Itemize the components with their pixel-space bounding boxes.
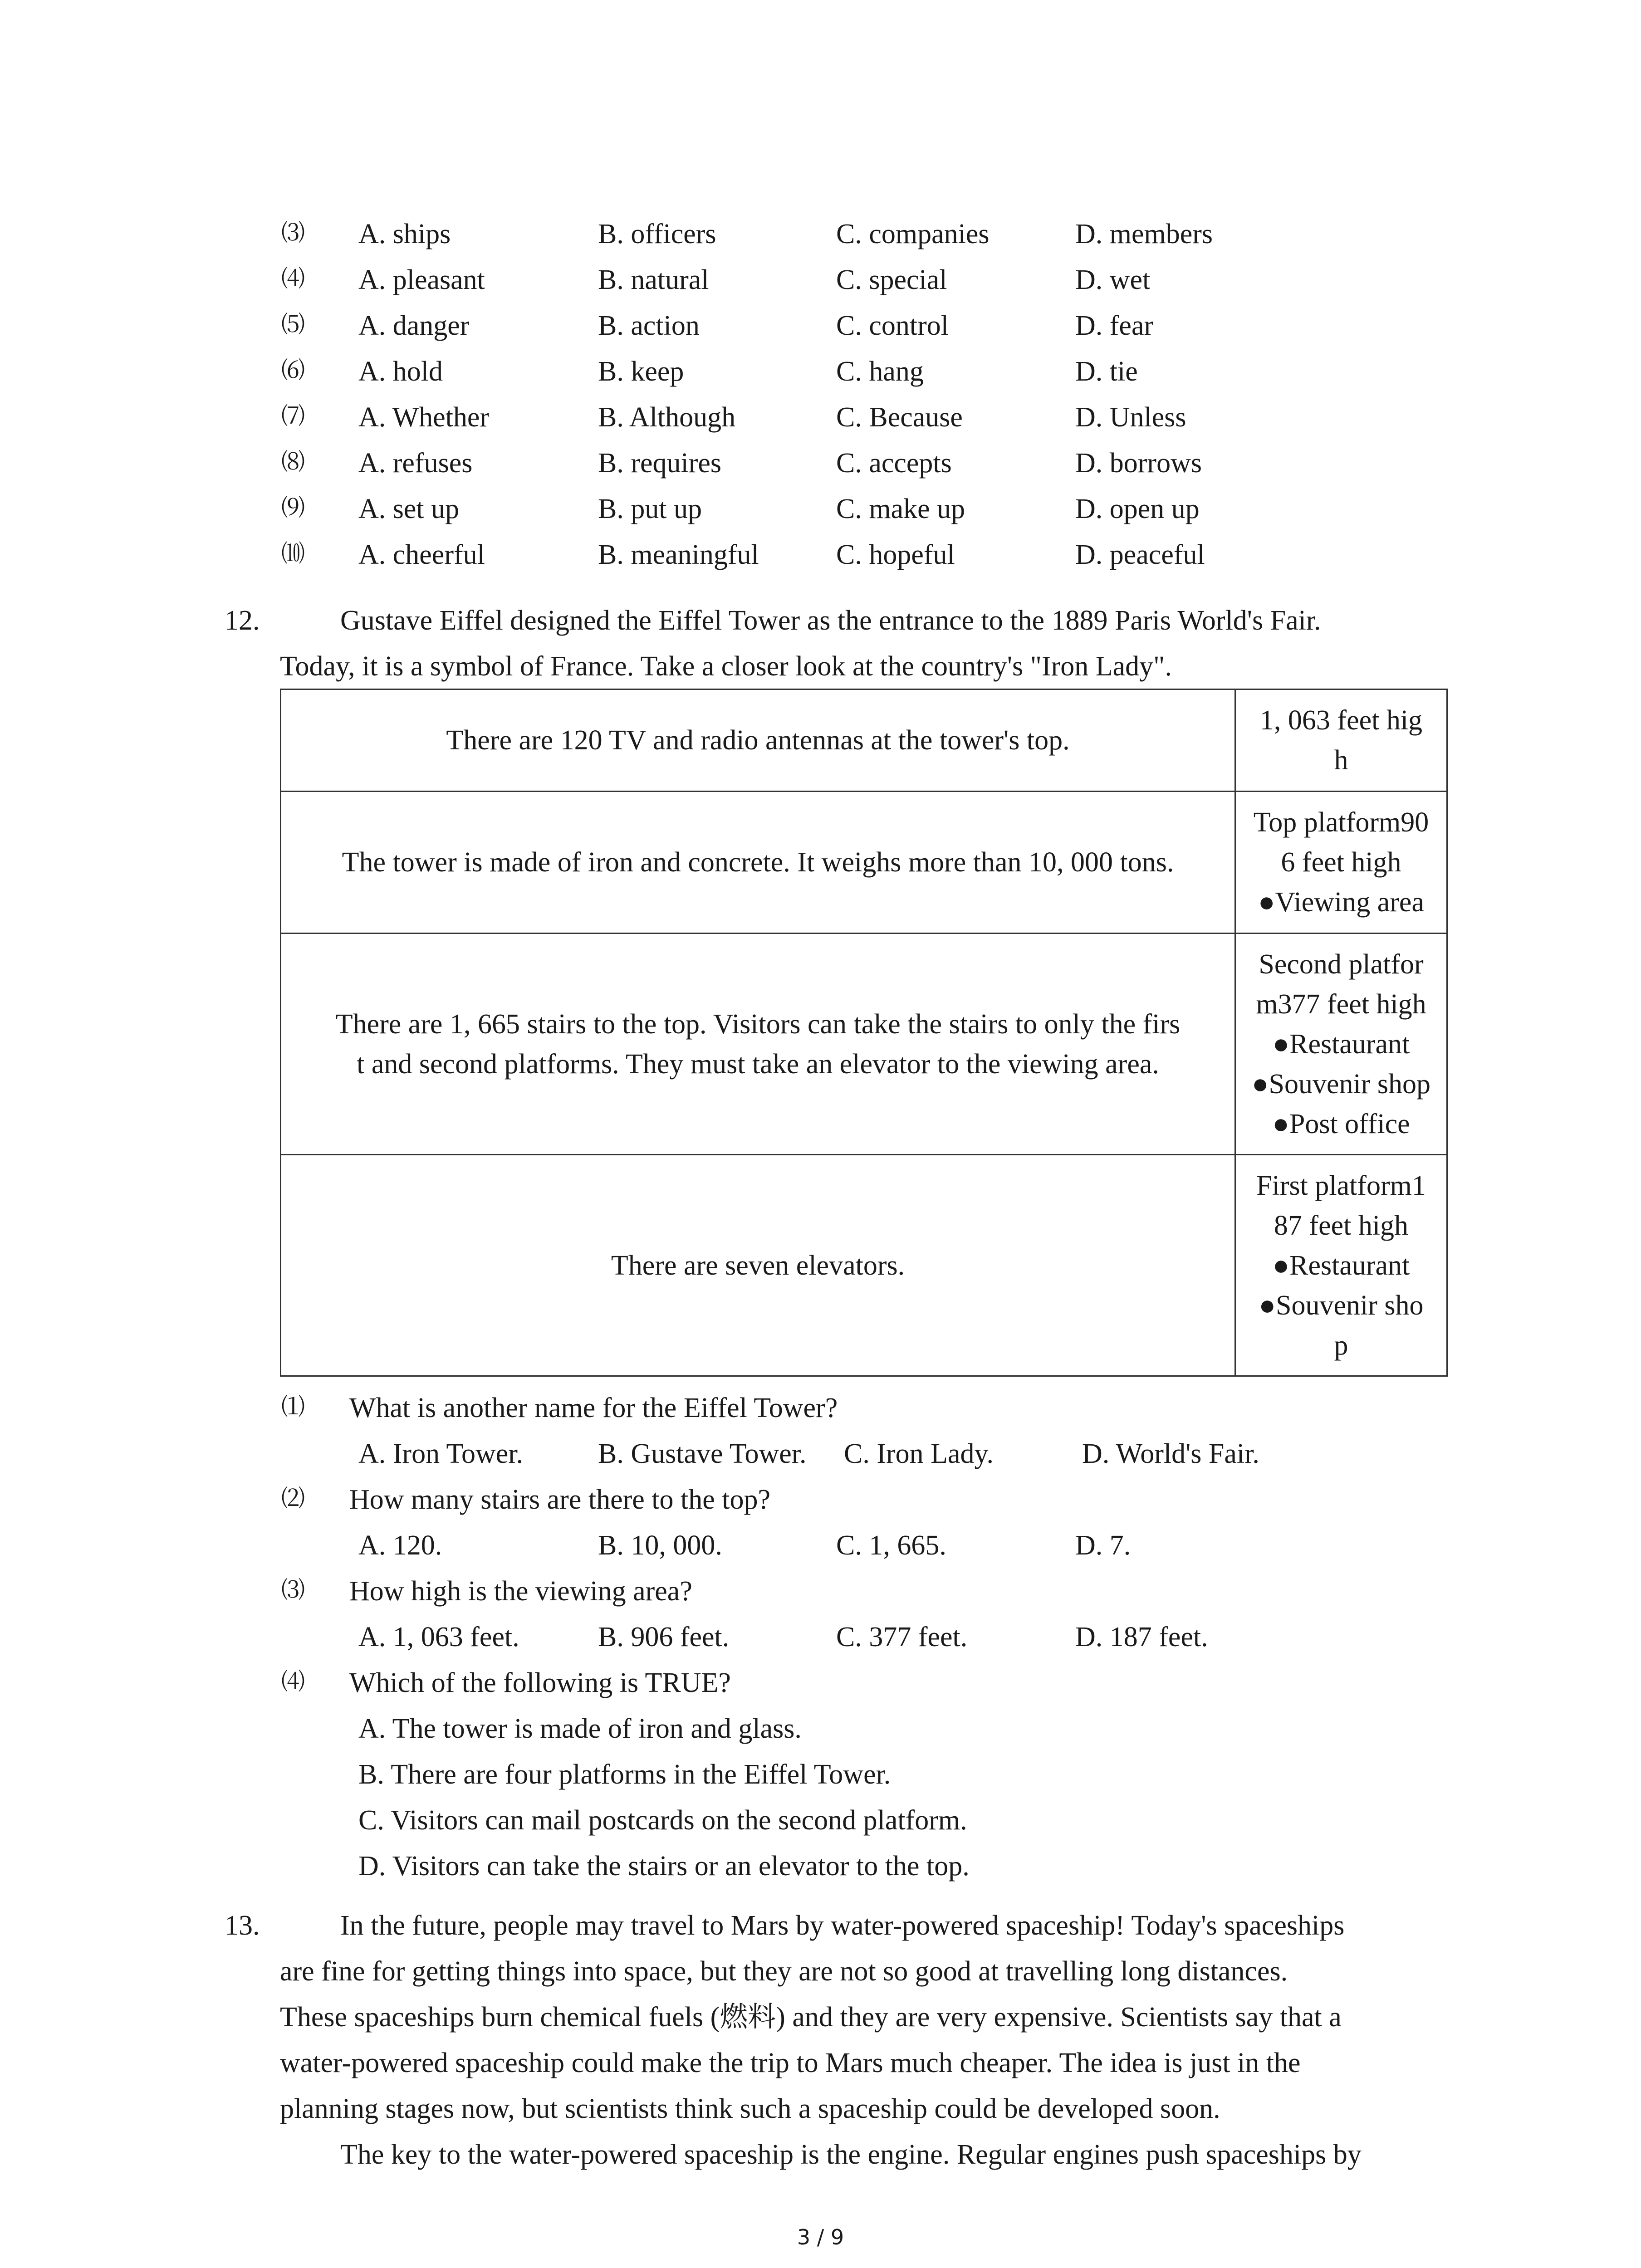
table-cell [1235, 1155, 1447, 1376]
cell-line: 1, 063 feet hig [1259, 705, 1423, 736]
passage-line: planning stages now, but scientists think such a spaceship could be developed soon. [280, 2093, 1220, 2124]
cell-line: ●Restaurant [1272, 1028, 1410, 1060]
option-d: D. 187 feet. [1075, 1622, 1208, 1652]
option-d: D. 7. [1075, 1530, 1131, 1561]
question-number: 13. [225, 1910, 260, 1941]
cell-line: ●Viewing area [1258, 887, 1424, 918]
table-cell [1235, 792, 1447, 934]
cell-line: h [1334, 745, 1348, 776]
option-number: ⑹ [281, 357, 305, 384]
option-d: D. members [1075, 219, 1213, 249]
option-a: A. 1, 063 feet. [358, 1622, 519, 1652]
cell-line: ●Souvenir shop [1252, 1068, 1430, 1100]
option-c: C. hang [836, 356, 924, 387]
passage-line: are fine for getting things into space, but they are not so good at travelling long distances. [280, 1956, 1288, 1987]
cell-line: ●Souvenir sho [1259, 1290, 1424, 1321]
option-d: D. wet [1075, 264, 1151, 295]
table-cell [1235, 934, 1447, 1155]
page-number: 3 / 9 [797, 2225, 844, 2249]
table-row [281, 792, 1447, 934]
option-b: B. Gustave Tower. [598, 1438, 807, 1469]
option-c: C. make up [836, 494, 965, 524]
option-b: B. meaningful [598, 539, 759, 570]
option-b: B. requires [598, 448, 722, 479]
option-a: A. danger [358, 310, 470, 341]
cell-line: ●Restaurant [1272, 1250, 1410, 1281]
table-row [281, 1155, 1447, 1376]
option-d: D. Visitors can take the stairs or an elevator to the top. [358, 1851, 970, 1882]
cell-line: m377 feet high [1256, 988, 1426, 1020]
option-d: D. borrows [1075, 448, 1202, 479]
subquestion-number: ⑷ [281, 1668, 305, 1696]
option-b: B. natural [598, 264, 709, 295]
table-cell: There are seven elevators. [281, 1155, 1235, 1376]
option-number: ⑸ [281, 311, 305, 338]
option-a: A. 120. [358, 1530, 442, 1561]
cell-line: There are 1, 665 stairs to the top. Visitors can take the stairs to only the firs [335, 1008, 1181, 1040]
subquestion-number: ⑶ [281, 1577, 305, 1604]
cell-line: 6 feet high [1281, 847, 1401, 878]
option-c: C. Visitors can mail postcards on the second platform. [358, 1805, 967, 1836]
option-b: B. keep [598, 356, 684, 387]
table-row [281, 934, 1447, 1155]
option-number: ⑽ [281, 540, 305, 567]
cell-line: p [1334, 1330, 1348, 1361]
subquestion-text: What is another name for the Eiffel Tower? [349, 1393, 838, 1423]
option-number: ⑺ [281, 403, 305, 430]
option-d: D. Unless [1075, 402, 1186, 433]
table-row [281, 689, 1447, 792]
cell-line: First platform1 [1256, 1170, 1426, 1201]
option-c: C. special [836, 264, 947, 295]
option-number: ⑷ [281, 265, 305, 293]
subquestion-number: ⑵ [281, 1485, 305, 1512]
option-d: D. tie [1075, 356, 1138, 387]
option-a: A. ships [358, 219, 451, 249]
passage-line: The key to the water-powered spaceship is the engine. Regular engines push spaceships by [340, 2139, 1362, 2170]
option-a: A. set up [358, 494, 460, 524]
option-c: C. accepts [836, 448, 952, 479]
option-b: B. 906 feet. [598, 1622, 730, 1652]
table-cell: The tower is made of iron and concrete. It weighs more than 10, 000 tons. [281, 792, 1235, 934]
option-a: A. The tower is made of iron and glass. [358, 1713, 802, 1744]
option-c: C. Iron Lady. [844, 1438, 994, 1469]
passage-line: These spaceships burn chemical fuels (燃料) and they are very expensive. Scientists say that a [280, 2002, 1342, 2033]
cell-line: Second platfor [1259, 948, 1424, 980]
option-b: B. Although [598, 402, 736, 433]
option-a: A. Whether [358, 402, 490, 433]
option-d: D. World's Fair. [1082, 1438, 1259, 1469]
passage-line: water-powered spaceship could make the trip to Mars much cheaper. The idea is just in the [280, 2048, 1301, 2078]
cell-line: t and second platforms. They must take an elevator to the viewing area. [357, 1048, 1159, 1080]
cell-line: Top platform90 [1253, 807, 1429, 838]
eiffel-table [280, 689, 1448, 1377]
option-b: B. action [598, 310, 700, 341]
option-b: B. officers [598, 219, 716, 249]
option-c: C. control [836, 310, 949, 341]
table-cell [281, 934, 1235, 1155]
option-d: D. peaceful [1075, 539, 1205, 570]
option-b: B. There are four platforms in the Eiffel Tower. [358, 1759, 891, 1790]
option-b: B. 10, 000. [598, 1530, 722, 1561]
option-d: D. fear [1075, 310, 1154, 341]
passage-line: Today, it is a symbol of France. Take a closer look at the country's "Iron Lady". [280, 651, 1172, 682]
option-a: A. refuses [358, 448, 473, 479]
option-b: B. put up [598, 494, 702, 524]
table-cell: There are 120 TV and radio antennas at the tower's top. [281, 689, 1235, 792]
question-number: 12. [225, 605, 260, 636]
option-a: A. cheerful [358, 539, 485, 570]
passage-line: In the future, people may travel to Mars by water-powered spaceship! Today's spaceships [340, 1910, 1345, 1941]
option-c: C. hopeful [836, 539, 955, 570]
option-number: ⑻ [281, 449, 305, 476]
subquestion-text: Which of the following is TRUE? [349, 1667, 731, 1698]
option-c: C. 377 feet. [836, 1622, 968, 1652]
option-d: D. open up [1075, 494, 1200, 524]
option-number: ⑼ [281, 494, 305, 522]
cell-line: ●Post office [1272, 1108, 1410, 1139]
option-number: ⑶ [281, 220, 305, 247]
option-a: A. hold [358, 356, 443, 387]
option-a: A. pleasant [358, 264, 485, 295]
option-c: C. companies [836, 219, 989, 249]
subquestion-number: ⑴ [281, 1393, 305, 1421]
option-c: C. Because [836, 402, 963, 433]
option-c: C. 1, 665. [836, 1530, 946, 1561]
cell-line: 87 feet high [1274, 1210, 1409, 1241]
table-cell [1235, 689, 1447, 792]
option-a: A. Iron Tower. [358, 1438, 524, 1469]
subquestion-text: How high is the viewing area? [349, 1576, 692, 1607]
subquestion-text: How many stairs are there to the top? [349, 1484, 770, 1515]
passage-line: Gustave Eiffel designed the Eiffel Tower as the entrance to the 1889 Paris World's Fair. [340, 605, 1321, 636]
